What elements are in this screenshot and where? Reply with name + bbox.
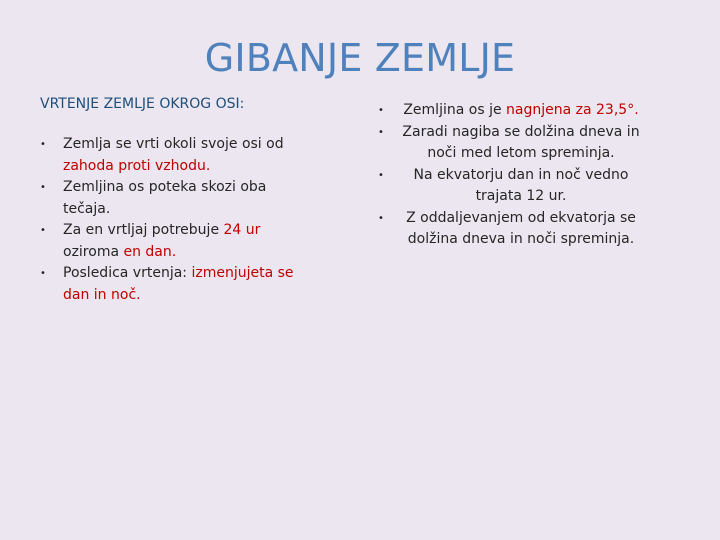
bullet-text: Zemlja se vrti okoli svoje osi od bbox=[63, 136, 284, 152]
bullet-text: Posledica vrtenja: bbox=[63, 265, 192, 281]
bullet-icon: • bbox=[40, 225, 46, 236]
bullet-text: Zemljina os je bbox=[403, 102, 507, 118]
list-item bbox=[40, 263, 315, 306]
bullet-icon: • bbox=[40, 182, 46, 193]
bullet-text: Zaradi nagiba se dolžina dneva in noči med letom spreminja. bbox=[402, 123, 640, 161]
highlight-text: zahoda proti vzhodu. bbox=[63, 157, 211, 174]
list-item bbox=[40, 177, 315, 220]
list-item bbox=[40, 134, 315, 177]
bullet-icon: • bbox=[378, 212, 384, 224]
bullet-text: Za en vrtljaj potrebuje bbox=[63, 222, 224, 238]
bullet-text: Na ekvatorju dan in noč vedno trajata 12 ur. bbox=[413, 166, 629, 204]
left-bullet-list bbox=[40, 134, 315, 306]
left-column bbox=[40, 96, 315, 306]
list-item bbox=[378, 165, 640, 208]
bullet-icon: • bbox=[40, 139, 46, 150]
bullet-icon: • bbox=[378, 126, 384, 138]
bullet-icon: • bbox=[40, 268, 46, 279]
bullet-text: Z oddaljevanjem od ekvatorja se dolžina dneva in noči spreminja. bbox=[406, 209, 636, 247]
list-item bbox=[378, 100, 640, 122]
highlight-text: 24 ur bbox=[223, 222, 261, 238]
right-bullet-list bbox=[378, 100, 640, 251]
slide-title: GIBANJE ZEMLJE bbox=[204, 36, 516, 80]
right-column bbox=[378, 100, 640, 251]
section-heading: VRTENJE ZEMLJE OKROG OSI: bbox=[40, 96, 245, 112]
bullet-icon: • bbox=[378, 105, 384, 116]
highlight-text: en dan. bbox=[123, 243, 177, 260]
list-item bbox=[40, 220, 315, 263]
bullet-text: Zemljina os poteka skozi oba tečaja. bbox=[63, 179, 267, 217]
list-item bbox=[378, 208, 640, 251]
bullet-text: oziroma bbox=[63, 243, 124, 260]
bullet-icon: • bbox=[378, 169, 384, 181]
highlight-text: izmenjujeta se dan in noč. bbox=[63, 265, 294, 303]
highlight-text: nagnjena za 23,5°. bbox=[506, 102, 639, 118]
list-item bbox=[378, 122, 640, 165]
